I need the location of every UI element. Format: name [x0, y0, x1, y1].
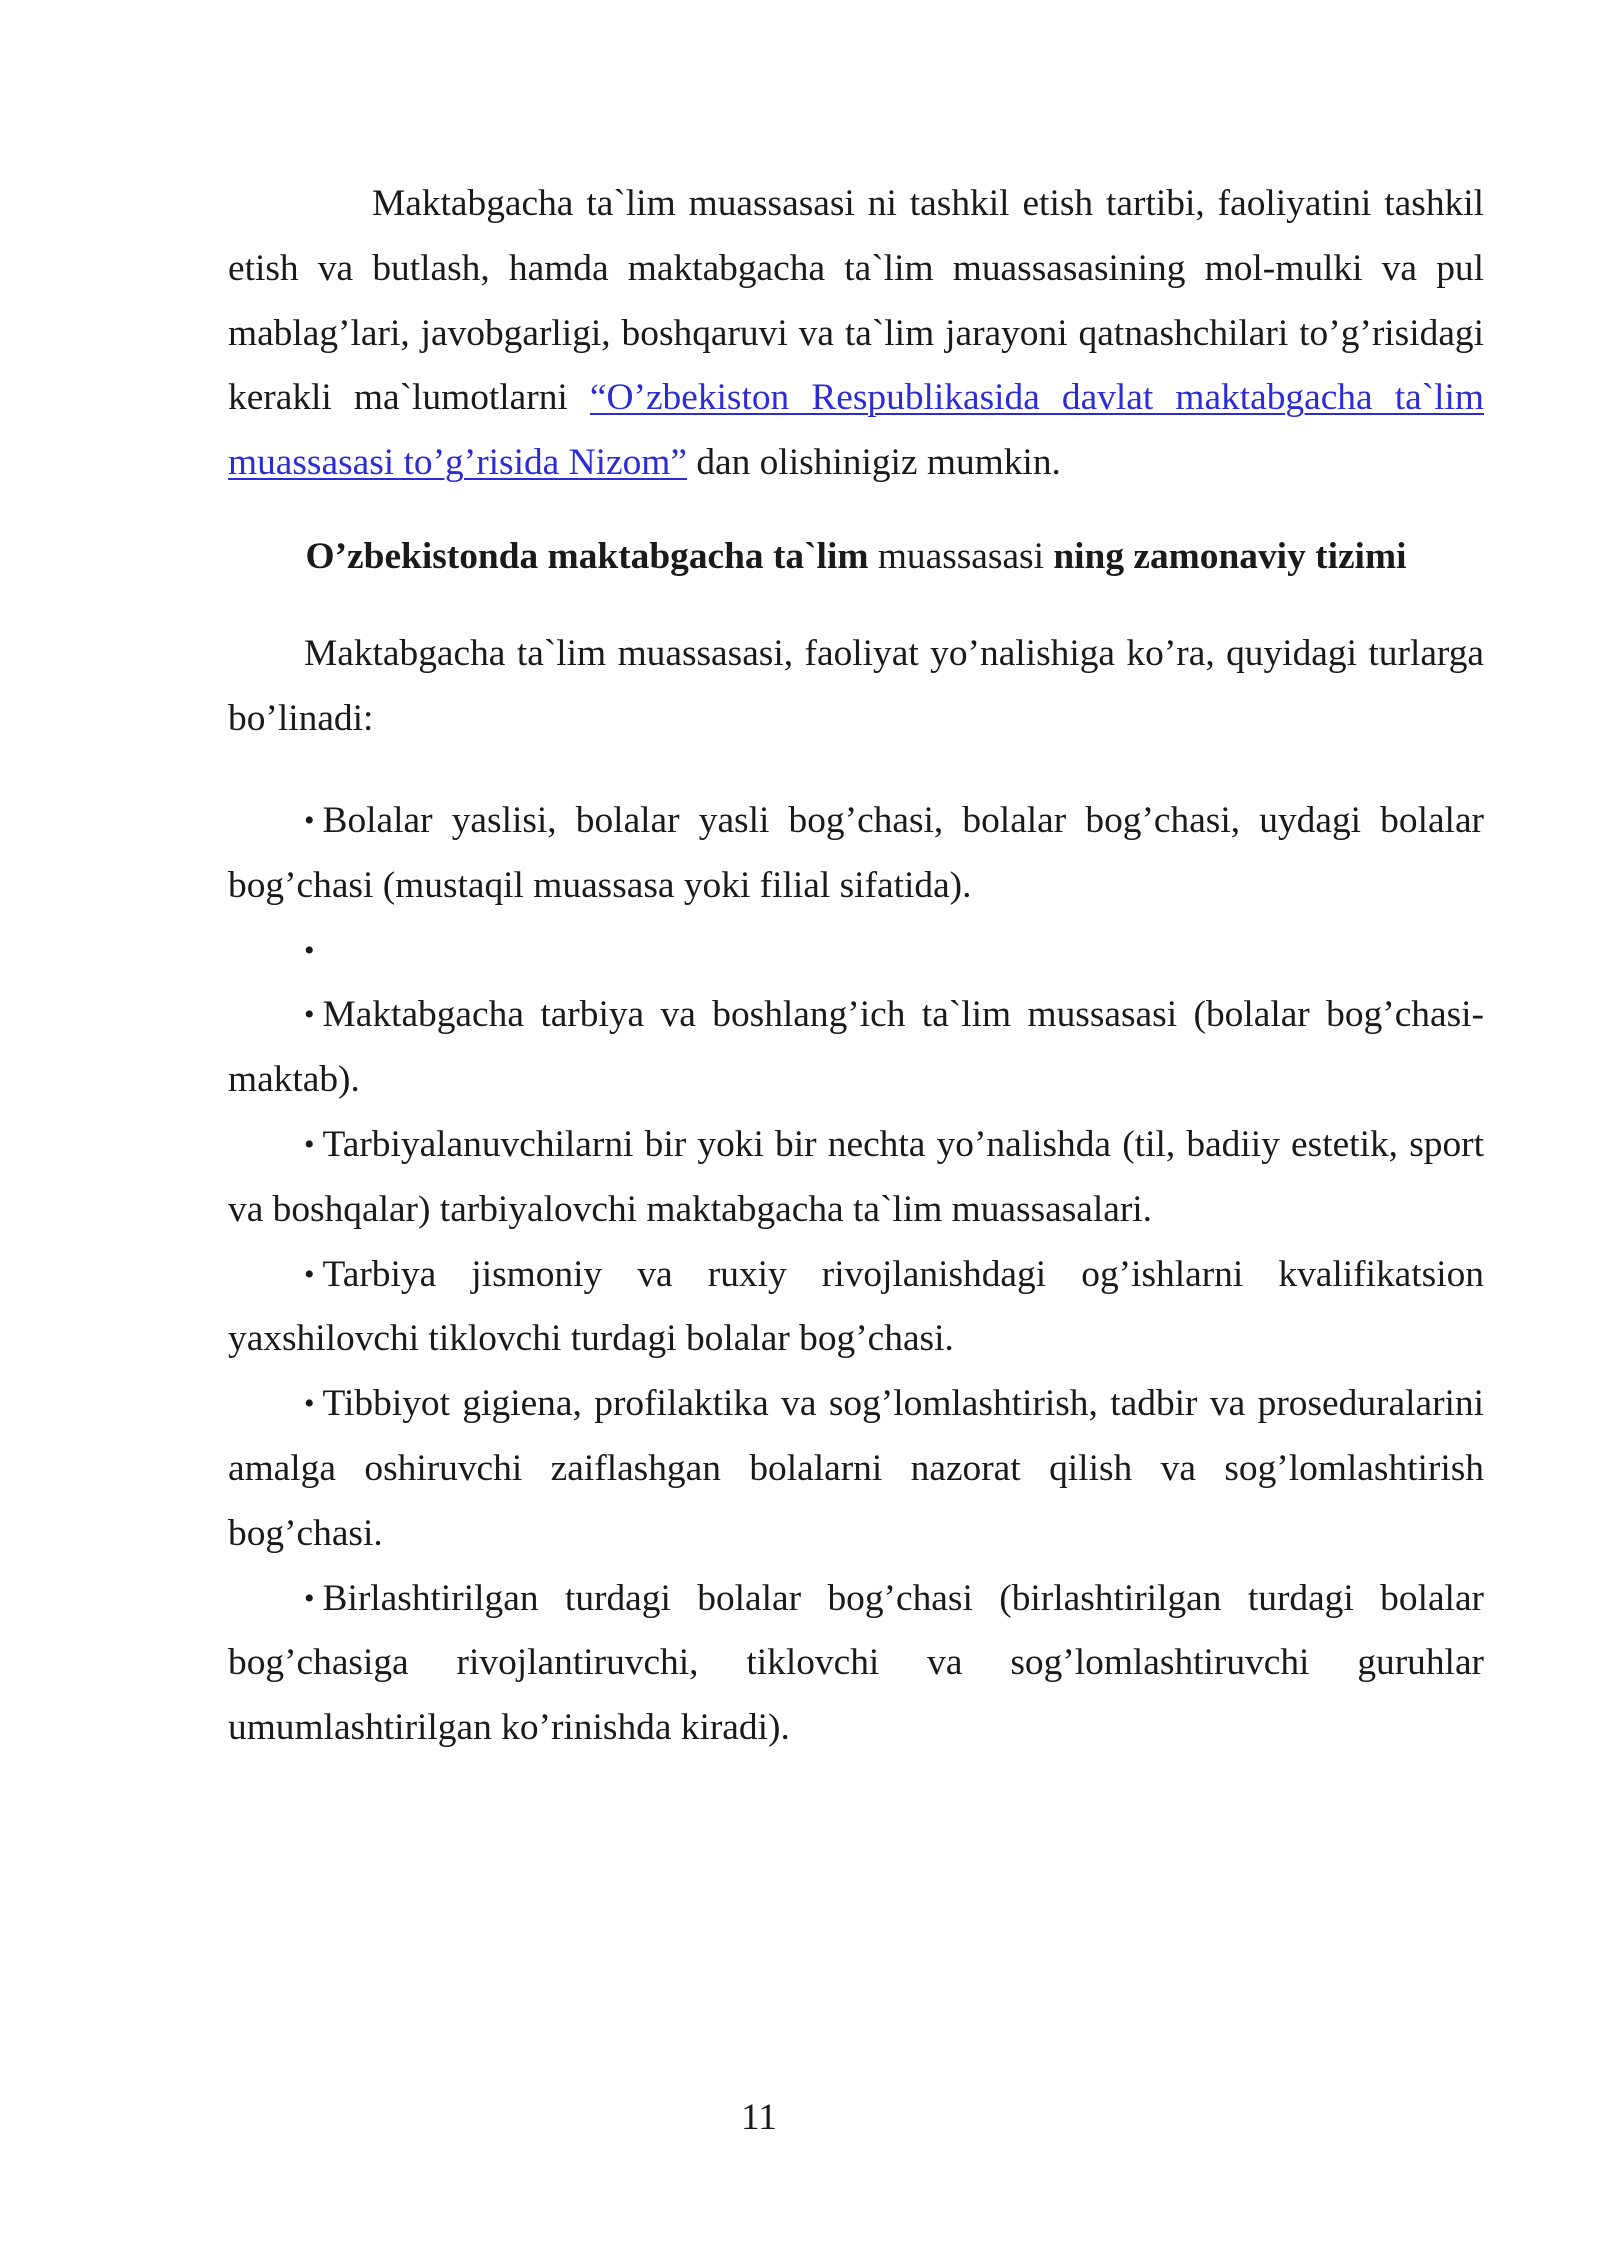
- heading-bold-part-end: ning zamonaviy tizimi: [1053, 536, 1407, 577]
- list-item-text: Tarbiyalanuvchilarni bir yoki bir nechta yo’nalishda (til, badiiy estetik, sport va boshqalar) tarbiyalovchi maktabgacha ta`lim muassasalari.: [228, 1123, 1484, 1230]
- list-item: [228, 919, 1484, 984]
- bullet-icon: •: [304, 1387, 315, 1421]
- bullet-icon: •: [304, 804, 315, 837]
- list-item: [228, 789, 1484, 919]
- list-item-text: Maktabgacha tarbiya va boshlang’ich ta`lim mussasasi (bolalar bog’chasi-maktab).: [228, 994, 1484, 1101]
- bullet-icon: •: [304, 933, 315, 967]
- types-list: [228, 789, 1484, 1761]
- heading-bold-part: O’zbekistonda maktabgacha ta`lim: [305, 536, 878, 577]
- intro-paragraph: [228, 172, 1484, 496]
- heading-normal-part: muassasasi: [877, 536, 1054, 577]
- bullet-icon: •: [304, 1257, 315, 1291]
- list-item-text: Birlashtirilgan turdagi bolalar bog’chasi (birlashtirilgan turdagi bolalar bog’chasiga rivojlantiruvchi, tiklovchi va sog’lomlashtiruvchi guruhlar umumlashtirilgan ko’rinishda kiradi).: [228, 1577, 1484, 1749]
- list-item: [228, 1567, 1484, 1761]
- section-heading: [228, 525, 1484, 590]
- list-item: [228, 1372, 1484, 1566]
- bullet-icon: •: [304, 1581, 315, 1615]
- nizom-link[interactable]: “O’zbekiston Respublikasida davlat maktabgacha ta`lim muassasasi to’g’risida Nizom”: [228, 377, 1484, 484]
- intro-text-end: dan olishinigiz mumkin.: [686, 442, 1061, 484]
- list-item-text: Tibbiyot gigiena, profilaktika va sog’lomlashtirish, tadbir va proseduralarini amalga oshiruvchi zaiflashgan bolalarni nazorat qilish va sog’lomlashtirish bog’chasi.: [228, 1383, 1484, 1554]
- types-intro-paragraph: Maktabgacha ta`lim muassasasi, faoliyat yo’nalishiga ko’ra, quyidagi turlarga bo’linadi:: [228, 633, 1484, 739]
- list-item: [228, 983, 1484, 1113]
- list-item: [228, 1243, 1484, 1373]
- list-item-text: Tarbiya jismoniy va ruxiy rivojlanishdagi og’ishlarni kvalifikatsion yaxshilovchi tiklovchi turdagi bolalar bog’chasi.: [228, 1253, 1484, 1360]
- list-item: [228, 1113, 1484, 1243]
- bullet-icon: •: [304, 1127, 315, 1161]
- intro-text: Maktabgacha ta`lim muassasasi ni tashkil etish tartibi, faoliyatini tashkil etish va butlash, hamda maktabgacha ta`lim muassasasining mol-mulki va pul mablag’lari, javobgarligi, boshqaruvi va ta`lim jarayoni qatnashchilari to’g’risidagi kerakli ma`lumotlarni: [228, 183, 1484, 419]
- bullet-icon: •: [304, 998, 315, 1032]
- list-item-text: Bolalar yaslisi, bolalar yasli bog’chasi, bolalar bog’chasi, uydagi bolalar bog’chasi (mustaqil muassasa yoki filial sifatida).: [228, 800, 1484, 906]
- page-number: 11: [740, 2097, 777, 2138]
